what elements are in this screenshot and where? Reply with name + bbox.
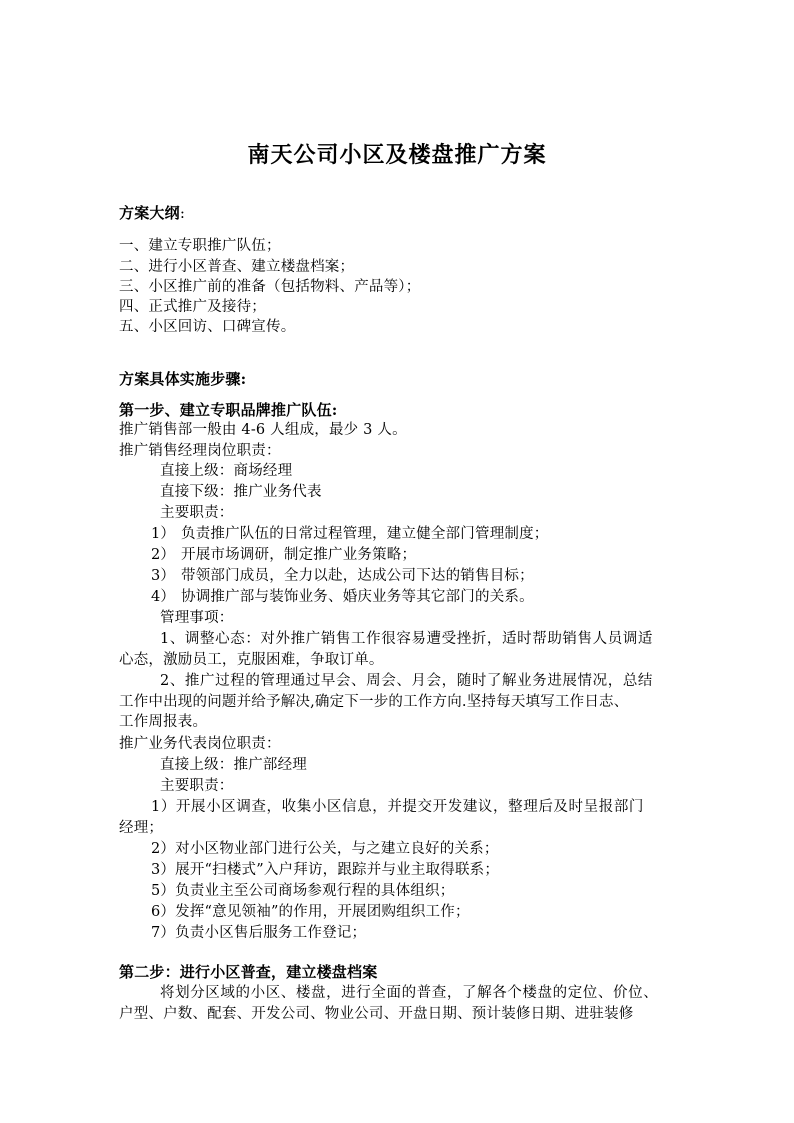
manager-duty-1	[151, 524, 549, 544]
mgmt-item-2-line-2: 工作中出现的问题并给予解决,确定下一步的工作方向.坚持每天填写工作日志、	[119, 694, 629, 710]
step2-heading: 第二步：进行小区普查，建立楼盘档案	[119, 963, 378, 981]
duty-text: 带领部门成员，全力以赴，达成公司下达的销售目标；	[181, 568, 534, 584]
rep-duty-1-line-2: 经理；	[119, 820, 164, 836]
duty-text: 协调推广部与装饰业务、婚庆业务等其它部门的关系。	[181, 589, 534, 605]
mgmt-item-1-line-1: 1、调整心态：对外推广销售工作很容易遭受挫折，适时帮助销售人员调适	[160, 631, 654, 647]
manager-superior: 直接上级：商场经理	[160, 463, 293, 479]
step2-paragraph-line-2: 户型、户数、配套、开发公司、物业公司、开盘日期、预计装修日期、进驻装修	[119, 1006, 634, 1022]
step2-paragraph-line-1: 将划分区域的小区、楼盘，进行全面的普查，了解各个楼盘的定位、价位、	[160, 985, 659, 1001]
duty-text: 开展市场调研，制定推广业务策略；	[181, 547, 417, 563]
duty-number: 4）	[151, 589, 176, 605]
rep-duty-6: 6）发挥“意见领袖”的作用，开展团购组织工作；	[151, 904, 470, 920]
duty-number: 2）	[151, 547, 176, 563]
rep-title: 推广业务代表岗位职责：	[119, 736, 281, 752]
manager-duty-4	[151, 587, 534, 607]
outline-heading	[119, 203, 185, 223]
outline-heading-text: 方案大纲	[119, 204, 180, 222]
rep-superior: 直接上级：推广部经理	[160, 757, 307, 773]
mgmt-label: 管理事项：	[160, 610, 234, 626]
outline-item-3: 三、小区推广前的准备（包括物料、产品等）；	[119, 279, 421, 295]
manager-duty-2	[151, 545, 416, 565]
duty-number: 3）	[151, 568, 176, 584]
manager-duty-3	[151, 566, 534, 586]
mgmt-item-2-line-3: 工作周报表。	[119, 714, 208, 730]
manager-subordinate: 直接下级：推广业务代表	[160, 484, 322, 500]
outline-item-4: 四、正式推广及接待；	[119, 299, 266, 315]
step1-intro: 推广销售部一般由 4-6 人组成，最少 3 人。	[119, 422, 407, 438]
outline-item-1: 一、建立专职推广队伍；	[119, 238, 281, 254]
rep-duty-5: 5）负责业主至公司商场参观行程的具体组织；	[151, 883, 455, 899]
duty-text: 负责推广队伍的日常过程管理，建立健全部门管理制度；	[181, 526, 549, 542]
outline-item-2: 二、进行小区普查、建立楼盘档案；	[119, 259, 355, 275]
rep-duty-1-line-1: 1）开展小区调查，收集小区信息，并提交开发建议，整理后及时呈报部门	[151, 799, 645, 815]
outline-item-5: 五、小区回访、口碑宣传。	[119, 319, 296, 335]
duty-number: 1）	[151, 526, 176, 542]
rep-duty-3: 3）展开“扫楼式”入户拜访，跟踪并与业主取得联系；	[151, 862, 500, 878]
document-title: 南天公司小区及楼盘推广方案	[247, 142, 547, 168]
rep-duty-2: 2）对小区物业部门进行公关，与之建立良好的关系；	[151, 841, 499, 857]
steps-heading: 方案具体实施步骤:	[119, 370, 247, 388]
manager-title: 推广销售经理岗位职责：	[119, 443, 281, 459]
mgmt-item-2-line-1: 2、推广过程的管理通过早会、周会、月会，随时了解业务进展情况，总结	[160, 673, 654, 689]
outline-heading-colon: :	[179, 204, 186, 222]
rep-duties-label: 主要职责：	[160, 778, 234, 794]
mgmt-item-1-line-2: 心态，激励员工，克服困难，争取订单。	[119, 652, 384, 668]
rep-duty-7: 7）负责小区售后服务工作登记；	[151, 925, 367, 941]
step1-heading: 第一步、建立专职品牌推广队伍:	[119, 401, 338, 419]
manager-duties-label: 主要职责：	[160, 505, 234, 521]
